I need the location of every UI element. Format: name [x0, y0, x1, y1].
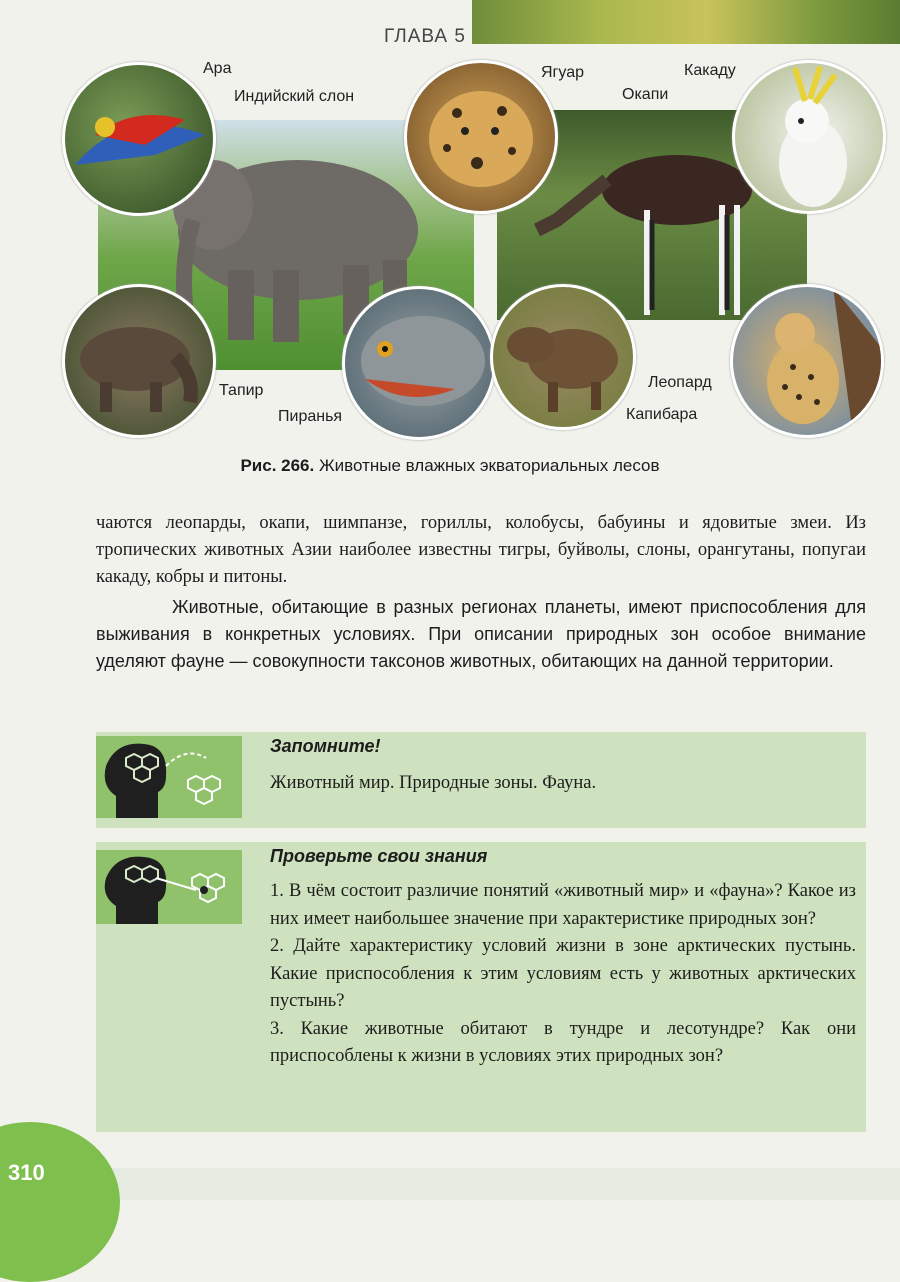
remember-text: Животный мир. Природные зоны. Фауна.	[270, 773, 597, 793]
figure-caption-number: Рис. 266.	[240, 456, 315, 475]
page-number: 310	[8, 1160, 45, 1185]
capybara-photo	[490, 284, 636, 430]
header-photo-strip	[472, 0, 900, 44]
question-2: 2. Дайте характеристику условий жизни в зоне арктических пустынь. Какие приспособления к этим условиям есть у животных арктических пустынь?	[270, 936, 856, 1011]
head-network-icon	[96, 850, 242, 924]
question-1: 1. В чём состоит различие понятий «животный мир» и «фауна»? Какое из них имеет наибольшее значение при характеристике природных зон?	[270, 881, 856, 929]
cockatoo-drawing	[735, 63, 883, 211]
remember-title: Запомните!	[270, 736, 381, 756]
bottom-bar	[0, 1168, 900, 1200]
leopard-photo	[730, 284, 884, 438]
brain-tile-remember	[96, 736, 242, 818]
label-jaguar: Ягуар	[541, 64, 585, 81]
head-brain-icon	[96, 736, 242, 818]
tapir-photo	[62, 284, 216, 438]
question-3: 3. Какие животные обитают в тундре и лесотундре? Как они приспособлены к жизни в условиях этих природных зон?	[270, 1018, 856, 1066]
label-leopard: Леопард	[648, 374, 712, 391]
check-title: Проверьте свои знания	[270, 846, 488, 866]
ara-photo	[62, 62, 216, 216]
capybara-drawing	[493, 287, 633, 427]
label-tapir: Тапир	[219, 382, 264, 399]
brain-tile-check	[96, 850, 242, 924]
questions-list	[270, 878, 856, 1071]
jaguar-drawing	[407, 63, 555, 211]
paragraph-1: чаются леопарды, окапи, шимпанзе, гориллы, колобусы, бабуины и ядовитые змеи. Из тропических животных Азии наиболее известны тигры, буйволы, слоны, орангутаны, попугаи какаду, кобры и питоны.	[96, 513, 866, 587]
kakadu-photo	[732, 60, 886, 214]
chapter-title: ГЛАВА 5	[384, 26, 466, 47]
paragraph-2: Животные, обитающие в разных регионах планеты, имеют приспособления для выживания в конкретных условиях. При описании природных зон особое внимание уделяют фауне — совокупности таксонов животных, обитающих на данной территории.	[96, 597, 866, 671]
page-number-badge	[0, 1122, 120, 1282]
label-piranha: Пиранья	[278, 408, 343, 425]
label-capybara: Капибара	[626, 406, 698, 423]
tapir-drawing	[65, 287, 213, 435]
piranha-photo	[342, 286, 496, 440]
piranha-drawing	[345, 289, 493, 437]
label-ara: Ара	[203, 60, 232, 77]
figure-caption	[0, 456, 900, 476]
figure-caption-text: Животные влажных экваториальных лесов	[318, 456, 660, 475]
parrot-drawing	[65, 65, 213, 213]
label-okapi: Окапи	[622, 86, 669, 103]
label-kakadu: Какаду	[684, 62, 736, 79]
jaguar-photo	[404, 60, 558, 214]
leopard-drawing	[733, 287, 881, 435]
label-elephant: Индийский слон	[234, 88, 355, 105]
